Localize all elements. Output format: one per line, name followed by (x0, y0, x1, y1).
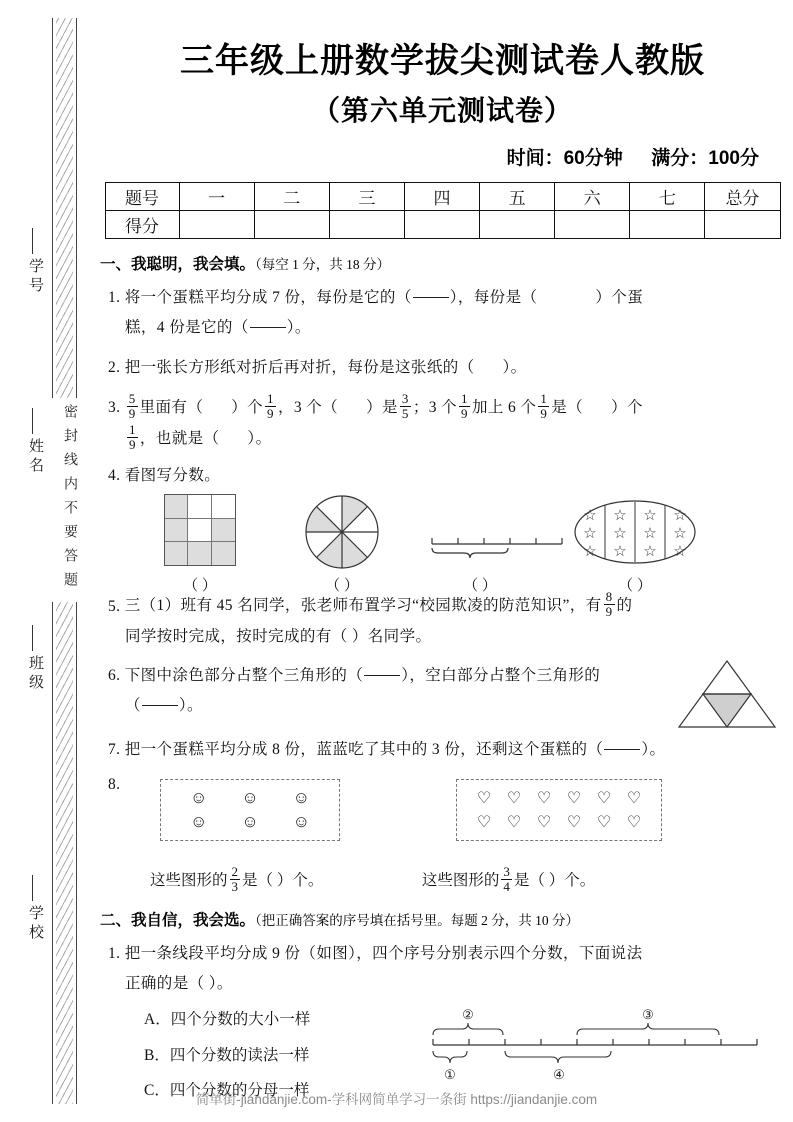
smiley-row-1 (173, 788, 327, 808)
heart-icon: ♡ (566, 813, 582, 831)
footer-watermark: 简单街-jiandanjie.com-学科网简单学习一条街 https://jiandanjie.com (195, 1092, 598, 1107)
heart-icon: ♡ (476, 789, 492, 807)
fraction-1-9-a: $\frac{1}{9}$ (267, 390, 274, 421)
score-cell-7[interactable] (630, 211, 705, 239)
q6-blank-1[interactable] (364, 675, 400, 676)
option-c[interactable]: C．四个分数的分母一样 (144, 1082, 310, 1100)
q5-line2[interactable]: 同学按时完成，按时完成的有（ ）名同学。 (125, 627, 432, 645)
page-subtitle: （第六单元测试卷） (311, 95, 573, 127)
table-row (105, 211, 780, 239)
grid-cell-2 (188, 495, 211, 518)
score-col-6: 六 (555, 183, 630, 211)
question-1-6: 6. 下图中涂色部分占整个三角形的（ ），空白部分占整个三角形的 （ ）。 (108, 661, 793, 721)
score-col-3: 三 (329, 183, 404, 211)
q3-t10: ）。 (247, 430, 272, 448)
q3-t1: 里面有（ (139, 398, 204, 416)
heart-icon: ♡ (596, 789, 612, 807)
svg-text:☆: ☆ (583, 508, 597, 525)
q3-number: 3. (108, 398, 121, 416)
q7-text-a: 把一个蛋糕平均分成 8 份，蓝蓝吃了其中的 3 份，还剩这个蛋糕的（ (124, 741, 604, 759)
q7-blank[interactable] (604, 749, 640, 750)
score-row-header-points: 得分 (105, 211, 179, 239)
svg-text:☆: ☆ (583, 544, 597, 561)
field-label-student-id: 学号 (27, 258, 44, 296)
q4-caption-1: （ ） (183, 578, 217, 595)
line-label-1: ① (444, 1067, 456, 1083)
q3-t2: ）个 (231, 398, 264, 416)
score-cell-1[interactable] (179, 211, 254, 239)
q6-t2: ），空白部分占整个三角形的 (401, 666, 601, 684)
q6-line2: ）。 (178, 697, 203, 715)
svg-text:☆: ☆ (673, 526, 687, 543)
figure-circle-8-sectors (302, 492, 382, 572)
heart-icon: ♡ (596, 813, 612, 831)
question-1-7 (108, 735, 793, 765)
field-rule-name (32, 408, 33, 434)
q2-text-b: ）。 (502, 358, 527, 376)
score-col-4: 四 (404, 183, 479, 211)
question-1-3 (108, 392, 793, 455)
paper-content (92, 0, 793, 1122)
exam-meta (92, 143, 759, 170)
score-cell-2[interactable] (254, 211, 329, 239)
q8-number: 8. (108, 775, 121, 793)
svg-text:☆: ☆ (613, 526, 627, 543)
line-label-3: ③ (642, 1007, 654, 1023)
section-2-heading (100, 908, 793, 930)
figure-grid-3x3 (164, 494, 236, 566)
q8-caption-left (108, 865, 418, 894)
score-row-header-number: 题号 (105, 183, 179, 211)
score-table (105, 182, 781, 239)
option-b[interactable]: B．四个分数的读法一样 (144, 1046, 310, 1064)
q8-figures (108, 787, 793, 857)
section-2-note: （把正确答案的序号填在括号里。每题 2 分，共 10 分） (255, 912, 580, 928)
fraction-3-4: $\frac{3}{4}$ (503, 863, 510, 894)
q7-text-b: ）。 (641, 741, 666, 759)
svg-text:☆: ☆ (643, 508, 657, 525)
grid-cell-5 (188, 519, 211, 542)
heart-icon: ♡ (626, 789, 642, 807)
score-col-5: 五 (480, 183, 555, 211)
grid-cell-7 (165, 542, 188, 565)
question-1-4 (108, 464, 793, 489)
q4-caption-2: （ ） (325, 578, 359, 595)
heart-icon: ♡ (536, 789, 552, 807)
heart-icon: ♡ (506, 789, 522, 807)
q4-number: 4. (108, 466, 121, 484)
q2-number: 2. (108, 358, 121, 376)
figure-triangle-shaded (675, 657, 779, 731)
smiley-face-icon: ☺ (189, 811, 208, 831)
q4-text: 看图写分数。 (124, 466, 221, 484)
question-2-1 (108, 939, 793, 999)
q1-text-b: ），每份是（ (449, 289, 538, 307)
heart-icon: ♡ (626, 813, 642, 831)
score-col-7: 七 (630, 183, 705, 211)
q8-caption-right (421, 863, 596, 894)
q1-text-c: ）个蛋 (595, 289, 644, 307)
fraction-1-9-c: $\frac{1}{9}$ (540, 390, 548, 421)
score-cell-3[interactable] (329, 211, 404, 239)
score-cell-total[interactable] (705, 211, 780, 239)
q6-number: 6. (108, 666, 121, 684)
fraction-1-9-d: $\frac{1}{9}$ (129, 422, 136, 453)
q6-t1: 下图中涂色部分占整个三角形的（ (124, 666, 364, 684)
figure-number-line-brace (430, 530, 568, 570)
smiley-face-icon: ☺ (241, 787, 259, 807)
q4-caption-3: （ ） (463, 578, 497, 595)
q8-left-text-a: 这些图形的 (150, 871, 228, 889)
score-col-2: 二 (254, 183, 329, 211)
q4-figures (92, 492, 793, 595)
fraction-3-5: $\frac{3}{5}$ (401, 390, 409, 421)
svg-text:☆: ☆ (613, 544, 627, 561)
svg-text:☆: ☆ (583, 526, 597, 543)
s2-q1-number: 1. (108, 944, 121, 962)
sealed-margin (0, 0, 92, 1122)
section-1-title: 一、我聪明，我会填。 (100, 256, 256, 274)
line-label-2: ② (462, 1007, 474, 1023)
q3-t6: 加上 6 个 (471, 398, 537, 416)
grid-cell-9 (212, 542, 235, 565)
question-1-5 (108, 590, 793, 652)
svg-text:☆: ☆ (643, 544, 657, 561)
field-label-name: 姓名 (27, 438, 44, 476)
q1-text-a: 将一个蛋糕平均分成 7 份，每份是它的（ (124, 289, 412, 307)
section-1-note: （每空 1 分，共 18 分） (255, 257, 391, 273)
q8-right-text-a: 这些图形的 (421, 871, 500, 889)
question-1-2 (108, 353, 793, 383)
q8-right-text-b[interactable]: 是（ ）个。 (513, 871, 596, 889)
figure-ellipse-stars (572, 498, 698, 570)
field-label-class: 班级 (27, 655, 44, 693)
svg-text:☆: ☆ (673, 508, 687, 525)
heart-icon: ♡ (566, 789, 582, 807)
smiley-face-icon: ☺ (189, 787, 208, 807)
q8-captions (108, 865, 793, 894)
q1-number: 1. (108, 289, 121, 307)
q5-t2: 的 (616, 597, 633, 615)
q6-blank-2[interactable] (142, 705, 178, 706)
fraction-8-9: $\frac{8}{9}$ (605, 589, 613, 620)
q1-blank-1[interactable] (413, 297, 449, 298)
exam-duration: 时间：60分钟 (506, 148, 623, 170)
section-1-heading (100, 252, 793, 274)
heart-icon: ♡ (476, 813, 492, 831)
grid-cell-3 (212, 495, 235, 518)
q5-number: 5. (108, 597, 121, 615)
field-rule-class (32, 625, 33, 651)
q8-left-text-b[interactable]: 是（ ）个。 (242, 871, 324, 889)
fraction-2-3: $\frac{2}{3}$ (231, 863, 239, 894)
svg-text:☆: ☆ (673, 544, 687, 561)
heart-row-1 (469, 788, 649, 808)
fraction-5-9: $\frac{5}{9}$ (128, 390, 136, 421)
score-col-1: 一 (179, 183, 254, 211)
field-label-school: 学校 (27, 905, 44, 943)
figure-line-segment-9-parts (428, 1003, 773, 1087)
field-rule-school (32, 875, 33, 901)
q3-t8: ）个 (611, 398, 643, 416)
grid-cell-4 (165, 519, 188, 542)
q3-t4: ）是 (366, 398, 398, 416)
field-rule-student-id (32, 228, 33, 254)
grid-cell-6 (212, 519, 235, 542)
exam-full-score: 满分：100分 (651, 148, 759, 170)
s2-q1-line1: 把一条线段平均分成 9 份（如图），四个序号分别表示四个分数，下面说法 (124, 944, 643, 962)
question-1-1 (108, 283, 793, 343)
q3-t9: ，也就是（ (139, 430, 220, 448)
score-col-total: 总分 (705, 183, 780, 211)
figure-heart-box (456, 779, 662, 841)
score-cell-6[interactable] (555, 211, 630, 239)
q5-t1: 三（1）班有 45 名同学，张老师布置学习“校园欺凌的防范知识”，有 (124, 597, 602, 615)
table-row (105, 183, 780, 211)
q3-t3: ，3 个（ (277, 398, 339, 416)
fraction-1-9-b: $\frac{1}{9}$ (461, 390, 468, 421)
figure-smiley-box (160, 779, 340, 841)
q1-blank-2[interactable] (250, 327, 286, 328)
q3-t5: ；3 个 (412, 398, 458, 416)
smiley-row-2 (173, 812, 327, 832)
grid-cell-1 (165, 495, 188, 518)
s2-q1-line2[interactable]: 正确的是（ ）。 (125, 975, 233, 993)
q3-t7: 是（ (551, 398, 584, 416)
smiley-face-icon: ☺ (292, 787, 310, 807)
seal-line-text: 密封线内不要答题 (49, 398, 81, 602)
smiley-face-icon: ☺ (241, 811, 259, 831)
q2-text-a: 把一张长方形纸对折后再对折，每份是这张纸的（ (124, 358, 475, 376)
page-title: 三年级上册数学拔尖测试卷人教版 (180, 42, 705, 80)
heart-icon: ♡ (536, 813, 552, 831)
grid-cell-8 (188, 542, 211, 565)
svg-text:☆: ☆ (643, 526, 657, 543)
q4-caption-4: （ ） (618, 578, 652, 595)
heart-icon: ♡ (506, 813, 522, 831)
score-cell-5[interactable] (480, 211, 555, 239)
score-cell-4[interactable] (404, 211, 479, 239)
q1-line2-b: ）。 (286, 319, 311, 337)
q7-number: 7. (108, 741, 121, 759)
q1-line2-a: 糕，4 份是它的（ (125, 319, 249, 337)
section-2-title: 二、我自信，我会选。 (100, 911, 256, 929)
line-label-4: ④ (553, 1067, 565, 1083)
smiley-face-icon: ☺ (292, 811, 310, 831)
option-a[interactable]: A．四个分数的大小一样 (144, 1011, 311, 1029)
heart-row-2 (469, 812, 649, 832)
svg-text:☆: ☆ (613, 508, 627, 525)
